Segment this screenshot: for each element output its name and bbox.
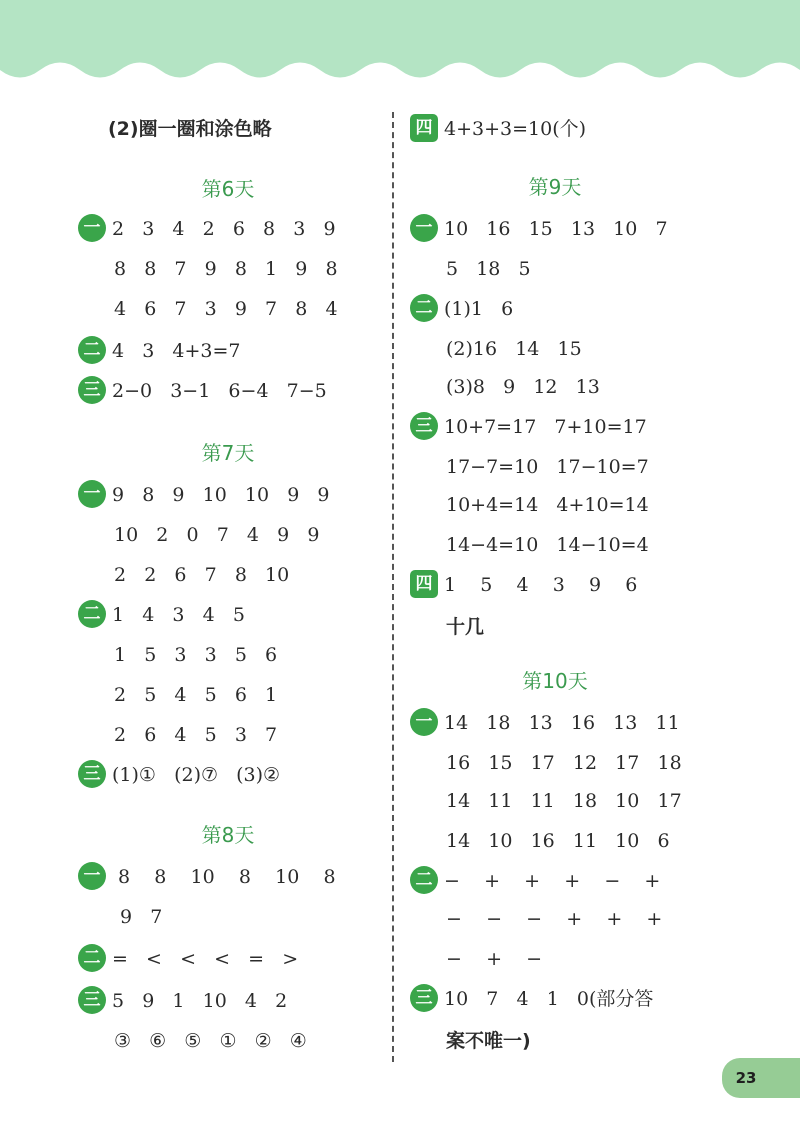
day-9-title: 第9天 (528, 175, 582, 199)
column-divider (392, 112, 394, 1062)
section-one-badge: 一 (78, 214, 106, 242)
answer-line: 1 5 3 3 5 6 (114, 644, 278, 666)
section-four-badge: 四 (410, 114, 438, 142)
answer-line: 10 2 0 7 4 9 9 (114, 524, 320, 546)
answer-text: 5 9 1 10 4 2 (112, 990, 288, 1012)
answer-line: ③ ⑥ ⑤ ① ② ④ (114, 1030, 307, 1052)
section-two-badge: 二 (410, 866, 438, 894)
answer-text: 1 4 3 4 5 (112, 604, 245, 626)
page-number: 23 (735, 1069, 757, 1087)
answer-line: 5 18 5 (446, 258, 531, 280)
day-6-title: 第6天 (201, 177, 255, 201)
section-four-row (410, 112, 586, 146)
section-two-row (78, 942, 298, 976)
answer-line: 2 6 4 5 3 7 (114, 724, 278, 746)
section-two-row (410, 864, 660, 898)
answer-line: 14 11 11 18 10 17 (446, 790, 682, 812)
answer-line: 10+4=14 4+10=14 (446, 494, 649, 516)
answer-line: 十几 (446, 616, 485, 638)
section-two-badge: 二 (78, 600, 106, 628)
section-four-row (410, 568, 637, 602)
section-three-badge: 三 (78, 986, 106, 1014)
answer-line: 14 10 16 11 10 6 (446, 830, 670, 852)
section-one-row (410, 706, 680, 740)
answer-text: 1 5 4 3 9 6 (444, 574, 638, 596)
wavy-header-banner (0, 0, 800, 95)
answer-text: 9 8 9 10 10 9 9 (112, 484, 330, 506)
section-three-row (410, 410, 647, 444)
answer-text: 2−0 3−1 6−4 7−5 (112, 380, 327, 402)
answer-text: 14 18 13 16 13 11 (444, 712, 680, 734)
section-one-row (410, 212, 668, 246)
answer-line: (2)16 14 15 (446, 338, 582, 360)
section-one-badge: 一 (78, 862, 106, 890)
answer-line: − − − + + + (446, 908, 663, 930)
answer-line: 16 15 17 12 17 18 (446, 752, 682, 774)
section-one-row (78, 860, 336, 894)
section-three-badge: 三 (410, 412, 438, 440)
answer-line: 4 6 7 3 9 7 8 4 (114, 298, 338, 320)
answer-text: − + + + − + (444, 870, 661, 892)
section-one-badge: 一 (78, 480, 106, 508)
section-three-badge: 三 (410, 984, 438, 1012)
answer-line: 2 2 6 7 8 10 (114, 564, 290, 586)
answer-line: 案不唯一) (446, 1030, 531, 1052)
answer-text: 4 3 4+3=7 (112, 340, 241, 362)
answer-line: (2)圈一圈和涂色略 (108, 118, 272, 140)
section-two-badge: 二 (410, 294, 438, 322)
section-two-badge: 二 (78, 944, 106, 972)
section-four-badge: 四 (410, 570, 438, 598)
answer-line: 17−7=10 17−10=7 (446, 456, 649, 478)
day-8-title: 第8天 (201, 823, 255, 847)
section-two-badge: 二 (78, 336, 106, 364)
answer-line: 9 7 (114, 906, 163, 928)
section-one-badge: 一 (410, 214, 438, 242)
answer-text: 10 16 15 13 10 7 (444, 218, 668, 240)
answer-line: − + − (446, 948, 543, 970)
answer-text: 4+3+3=10(个) (444, 118, 587, 140)
answer-text: = < < < = > (112, 948, 299, 970)
section-three-row (78, 374, 327, 408)
section-two-row (78, 334, 241, 368)
answer-line: 14−4=10 14−10=4 (446, 534, 649, 556)
answer-text: (1)1 6 (444, 298, 514, 320)
answer-text: 8 8 10 8 10 8 (112, 866, 336, 888)
section-three-row (78, 758, 280, 792)
day-7-title: 第7天 (201, 441, 255, 465)
section-three-badge: 三 (78, 760, 106, 788)
section-one-row (78, 478, 330, 512)
section-one-row (78, 212, 336, 246)
section-three-row (78, 984, 287, 1018)
section-two-row (78, 598, 245, 632)
day-10-title: 第10天 (522, 669, 588, 693)
answer-line: 2 5 4 5 6 1 (114, 684, 278, 706)
answer-line: 8 8 7 9 8 1 9 8 (114, 258, 338, 280)
answer-text: 10 7 4 1 0(部分答 (444, 988, 654, 1010)
section-three-row (410, 982, 653, 1016)
answer-text: 10+7=17 7+10=17 (444, 416, 647, 438)
section-three-badge: 三 (78, 376, 106, 404)
answer-text: 2 3 4 2 6 8 3 9 (112, 218, 336, 240)
answer-text: (1)① (2)⑦ (3)② (112, 764, 281, 786)
answer-line: (3)8 9 12 13 (446, 376, 600, 398)
section-one-badge: 一 (410, 708, 438, 736)
section-two-row (410, 292, 513, 326)
